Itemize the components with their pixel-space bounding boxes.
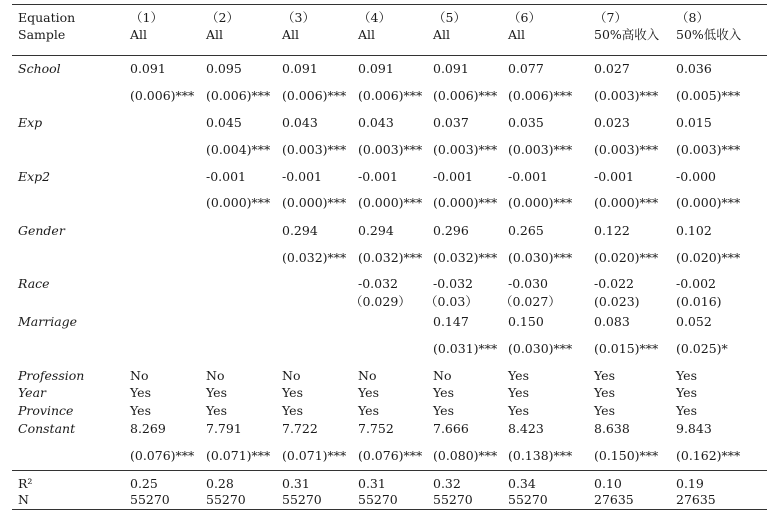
table-cell: (0.006)*** (282, 88, 347, 103)
table-cell: 0.091 (358, 61, 394, 76)
table-cell: (0.030)*** (508, 341, 573, 356)
table-cell: No (206, 368, 225, 383)
table-cell: 0.19 (676, 476, 704, 491)
table-cell: Yes (282, 403, 303, 418)
column-sample: All (206, 27, 224, 42)
table-cell: 0.077 (508, 61, 544, 76)
table-cell: 55270 (282, 492, 322, 507)
table-cell: 8.269 (130, 421, 166, 436)
table-cell: 0.091 (130, 61, 166, 76)
table-cell: (0.006)*** (358, 88, 423, 103)
table-cell: Yes (594, 385, 615, 400)
table-cell: Yes (594, 368, 615, 383)
table-cell: (0.080)*** (433, 448, 498, 463)
table-cell: (0.006)*** (433, 88, 498, 103)
sample-label: Sample (18, 27, 66, 42)
table-cell: 0.052 (676, 314, 712, 329)
table-cell: 7.722 (282, 421, 318, 436)
column-sample: All (282, 27, 300, 42)
table-cell: -0.001 (508, 169, 549, 184)
table-cell: 0.102 (676, 223, 712, 238)
table-cell: 7.791 (206, 421, 242, 436)
table-cell: 0.023 (594, 115, 630, 130)
table-cell: 0.265 (508, 223, 544, 238)
row-label: Exp (18, 115, 43, 130)
column-number: （6） (508, 10, 541, 25)
table-cell: Yes (508, 385, 529, 400)
table-cell: 0.045 (206, 115, 242, 130)
row-label: School (18, 61, 61, 76)
table-cell: (0.076)*** (358, 448, 423, 463)
table-cell: Yes (358, 385, 379, 400)
table-cell: (0.000)*** (206, 195, 271, 210)
table-cell: 0.083 (594, 314, 630, 329)
table-cell: 27635 (676, 492, 716, 507)
table-cell: (0.016) (676, 294, 722, 309)
table-cell: （0.029） (350, 294, 411, 309)
table-cell: 0.32 (433, 476, 461, 491)
column-number: （8） (676, 10, 709, 25)
table-cell: (0.076)*** (130, 448, 195, 463)
table-cell: -0.001 (358, 169, 399, 184)
table-cell: 0.043 (282, 115, 318, 130)
table-cell: Yes (433, 385, 454, 400)
table-cell: (0.023) (594, 294, 640, 309)
table-cell: (0.162)*** (676, 448, 741, 463)
table-cell: 7.666 (433, 421, 469, 436)
table-cell: -0.002 (676, 276, 717, 291)
column-sample: All (358, 27, 376, 42)
table-cell: (0.020)*** (676, 250, 741, 265)
table-cell: (0.000)*** (282, 195, 347, 210)
table-cell: 0.015 (676, 115, 712, 130)
table-cell: (0.025)* (676, 341, 728, 356)
table-cell: (0.015)*** (594, 341, 659, 356)
row-label: R² (18, 476, 33, 491)
bottom-rule (12, 509, 767, 510)
column-sample: 50%低收入 (676, 27, 742, 42)
table-cell: Yes (594, 403, 615, 418)
table-cell: (0.006)*** (206, 88, 271, 103)
table-cell: (0.004)*** (206, 142, 271, 157)
column-sample: All (130, 27, 148, 42)
row-label: N (18, 492, 29, 507)
table-cell: -0.001 (594, 169, 635, 184)
table-cell: (0.071)*** (282, 448, 347, 463)
table-cell: (0.031)*** (433, 341, 498, 356)
table-cell: (0.003)*** (508, 142, 573, 157)
table-cell: (0.000)*** (433, 195, 498, 210)
column-number: （1） (130, 10, 163, 25)
table-cell: 0.31 (282, 476, 310, 491)
table-cell: -0.001 (206, 169, 247, 184)
table-cell: -0.030 (508, 276, 549, 291)
table-cell: -0.032 (358, 276, 399, 291)
table-cell: 0.10 (594, 476, 622, 491)
table-cell: (0.150)*** (594, 448, 659, 463)
table-cell: -0.032 (433, 276, 474, 291)
table-cell: 0.037 (433, 115, 469, 130)
table-cell: -0.001 (433, 169, 474, 184)
table-cell: （0.03） (425, 294, 478, 309)
table-cell: (0.032)*** (358, 250, 423, 265)
table-cell: 0.091 (282, 61, 318, 76)
table-cell: -0.001 (282, 169, 323, 184)
table-cell: 0.122 (594, 223, 630, 238)
table-cell: 0.043 (358, 115, 394, 130)
table-cell: -0.000 (676, 169, 717, 184)
table-cell: (0.138)*** (508, 448, 573, 463)
table-cell: (0.003)*** (594, 88, 659, 103)
table-cell: 7.752 (358, 421, 394, 436)
table-cell: (0.003)*** (282, 142, 347, 157)
table-cell: Yes (358, 403, 379, 418)
table-cell: Yes (676, 403, 697, 418)
table-cell: Yes (130, 403, 151, 418)
table-cell: (0.003)*** (358, 142, 423, 157)
table-cell: Yes (508, 368, 529, 383)
table-cell: (0.003)*** (676, 142, 741, 157)
table-cell: 55270 (358, 492, 398, 507)
table-cell: No (282, 368, 301, 383)
table-cell: No (130, 368, 149, 383)
column-sample: 50%高收入 (594, 27, 660, 42)
table-cell: 55270 (433, 492, 473, 507)
top-rule (12, 4, 767, 5)
table-cell: No (358, 368, 377, 383)
table-cell: -0.022 (594, 276, 635, 291)
row-label: Marriage (18, 314, 78, 329)
table-cell: 0.294 (282, 223, 318, 238)
table-cell: (0.006)*** (508, 88, 573, 103)
table-cell: 55270 (130, 492, 170, 507)
table-cell: Yes (282, 385, 303, 400)
table-cell: 27635 (594, 492, 634, 507)
table-cell: 0.095 (206, 61, 242, 76)
table-cell: (0.030)*** (508, 250, 573, 265)
stats-rule (12, 470, 767, 471)
table-cell: 0.091 (433, 61, 469, 76)
table-cell: (0.032)*** (282, 250, 347, 265)
table-cell: (0.020)*** (594, 250, 659, 265)
table-cell: 0.036 (676, 61, 712, 76)
table-cell: Yes (508, 403, 529, 418)
table-cell: Yes (676, 368, 697, 383)
table-cell: 0.035 (508, 115, 544, 130)
header-rule (12, 55, 767, 56)
table-cell: (0.006)*** (130, 88, 195, 103)
row-label: Race (18, 276, 50, 291)
column-sample: All (508, 27, 526, 42)
table-cell: 0.147 (433, 314, 469, 329)
table-cell: 0.150 (508, 314, 544, 329)
table-cell: (0.003)*** (594, 142, 659, 157)
table-cell: 8.638 (594, 421, 630, 436)
equation-label: Equation (18, 10, 76, 25)
table-cell: Yes (433, 403, 454, 418)
row-label: Exp2 (18, 169, 51, 184)
table-cell: Yes (130, 385, 151, 400)
table-cell: 0.34 (508, 476, 536, 491)
table-cell: (0.000)*** (358, 195, 423, 210)
row-label: Constant (18, 421, 76, 436)
table-cell: (0.003)*** (433, 142, 498, 157)
column-number: （3） (282, 10, 315, 25)
table-cell: 55270 (508, 492, 548, 507)
table-cell: (0.032)*** (433, 250, 498, 265)
table-cell: Yes (206, 403, 227, 418)
row-label: Province (18, 403, 74, 418)
table-cell: 9.843 (676, 421, 712, 436)
table-cell: No (433, 368, 452, 383)
table-cell: 0.294 (358, 223, 394, 238)
table-cell: 0.027 (594, 61, 630, 76)
row-label: Year (18, 385, 46, 400)
table-cell: 0.28 (206, 476, 234, 491)
table-cell: （0.027） (500, 294, 561, 309)
table-cell: 8.423 (508, 421, 544, 436)
row-label: Gender (18, 223, 65, 238)
table-cell: 0.31 (358, 476, 386, 491)
table-cell: 55270 (206, 492, 246, 507)
table-cell: 0.296 (433, 223, 469, 238)
table-cell: Yes (676, 385, 697, 400)
column-sample: All (433, 27, 451, 42)
column-number: （4） (358, 10, 391, 25)
table-cell: (0.071)*** (206, 448, 271, 463)
column-number: （7） (594, 10, 627, 25)
table-cell: (0.005)*** (676, 88, 741, 103)
table-cell: 0.25 (130, 476, 158, 491)
table-cell: Yes (206, 385, 227, 400)
column-number: （5） (433, 10, 466, 25)
table-cell: (0.000)*** (676, 195, 741, 210)
column-number: （2） (206, 10, 239, 25)
row-label: Profession (18, 368, 85, 383)
table-cell: (0.000)*** (508, 195, 573, 210)
table-cell: (0.000)*** (594, 195, 659, 210)
